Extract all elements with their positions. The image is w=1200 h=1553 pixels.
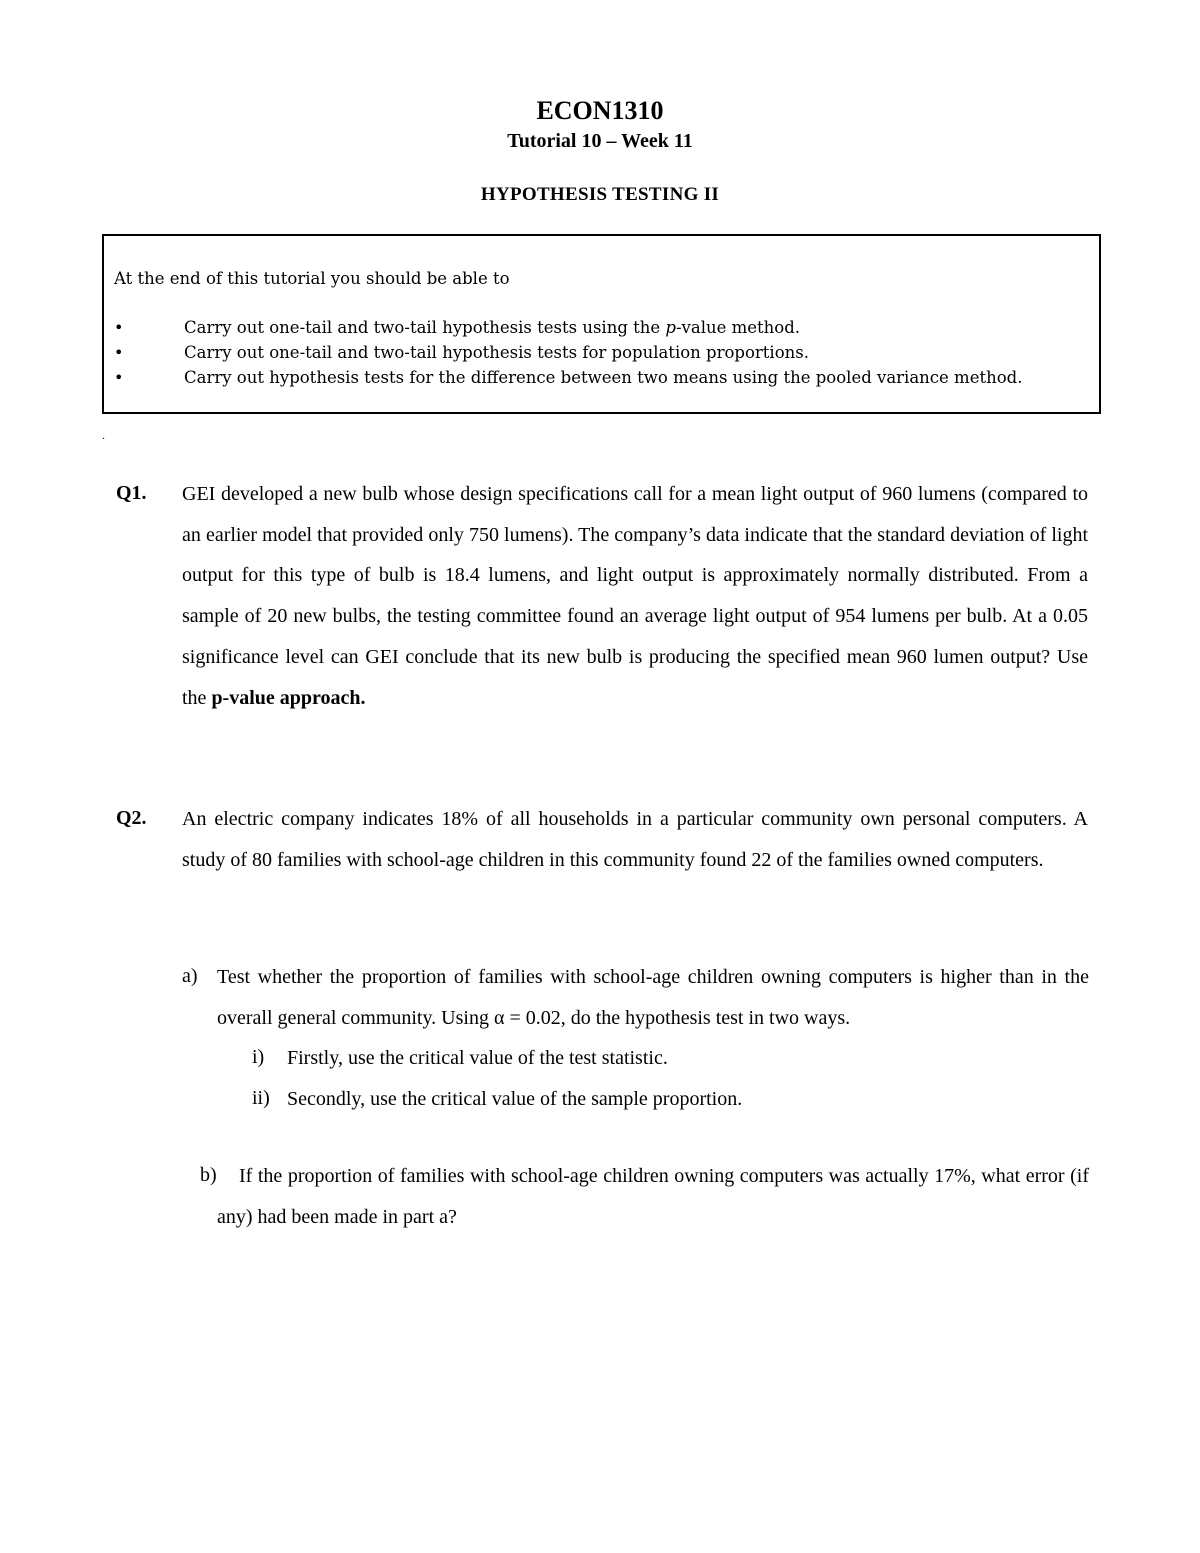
question-1-text: GEI developed a new bulb whose design specifications call for a mean light output of 960 lumens (compared to an earlier model that provided only 750 lumens). The company’s data indicate that the standard deviation of light output for this type of bulb is 18.4 lumens, and light output is approximately normally distributed. From a sample of 20 new bulbs, the testing committee found an average light output of 954 lumens per bulb. At a 0.05 significance level can GEI conclude that its new bulb is producing the specified mean 960 lumen output? Use the p-value approach. bbox=[182, 483, 1088, 709]
objective-item bbox=[114, 368, 1094, 392]
part-a-ii-label: ii) bbox=[252, 1087, 270, 1109]
part-a-i-label: i) bbox=[252, 1046, 265, 1068]
bullet-icon: • bbox=[114, 343, 124, 362]
objective-text: Carry out hypothesis tests for the difference between two means using the pooled variance method. bbox=[184, 368, 1023, 387]
part-a-i-text: Firstly, use the critical value of the test statistic. bbox=[287, 1047, 668, 1069]
question-2-label: Q2. bbox=[116, 807, 147, 829]
course-code: ECON1310 bbox=[536, 96, 664, 125]
stray-mark: . bbox=[102, 428, 105, 442]
part-a-text: Test whether the proportion of families with school-age children owning computers is higher than in the overall general community. Using α = 0.02, do the hypothesis test in two ways. bbox=[217, 966, 1089, 1029]
part-a-label: a) bbox=[182, 965, 198, 987]
objective-item bbox=[114, 318, 1094, 342]
tutorial-line: Tutorial 10 – Week 11 bbox=[507, 130, 693, 152]
objective-text: Carry out one-tail and two-tail hypothesis tests for population proportions. bbox=[184, 343, 809, 362]
topic-title: HYPOTHESIS TESTING II bbox=[480, 184, 720, 205]
bullet-icon: • bbox=[114, 318, 124, 337]
question-2-text: An electric company indicates 18% of all households in a particular community own personal computers. A study of 80 families with school-age children in this community found 22 of the families owned computers. bbox=[182, 808, 1088, 871]
part-a-ii-text: Secondly, use the critical value of the sample proportion. bbox=[287, 1088, 743, 1110]
part-b-label: b) bbox=[200, 1164, 217, 1186]
objectives-intro: At the end of this tutorial you should be able to bbox=[114, 269, 510, 288]
learning-objectives-box bbox=[102, 234, 1101, 414]
question-1-label: Q1. bbox=[116, 482, 147, 504]
bullet-icon: • bbox=[114, 368, 124, 387]
part-b-text: If the proportion of families with school-age children owning computers was actually 17%, what error (if any) had been made in part a? bbox=[217, 1165, 1089, 1228]
objective-text: Carry out one-tail and two-tail hypothesis tests using the p-value method. bbox=[184, 318, 801, 337]
objective-item bbox=[114, 343, 1094, 367]
